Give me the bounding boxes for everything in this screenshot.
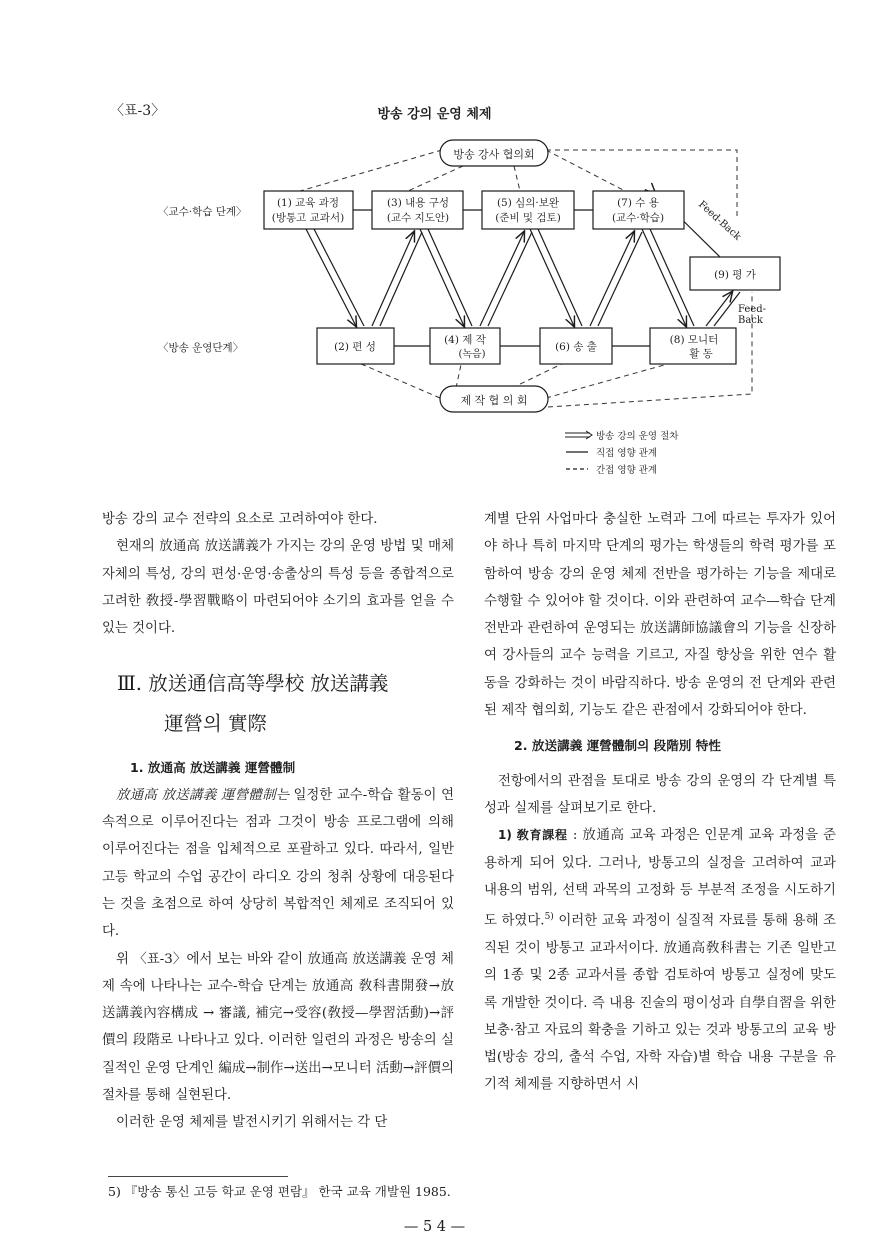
footnote-ref: 5) xyxy=(544,912,554,923)
paragraph: 방송 강의 교수 전략의 요소로 고려하여야 한다. xyxy=(102,512,378,527)
italic-term: 放通高 放送講義 運營體制는 xyxy=(116,787,289,803)
paragraph xyxy=(484,822,836,1098)
stage-box-8-line2: 활 동 xyxy=(689,348,713,360)
stage-box-7-line2: (교수·학습) xyxy=(611,212,665,224)
indirect-relation-lines xyxy=(300,150,752,407)
lecturer-council-label: 방송 강사 협의회 xyxy=(453,148,535,161)
footnote-rule xyxy=(108,1176,288,1177)
legend-procedure: 방송 강의 운영 절차 xyxy=(596,431,679,442)
left-column xyxy=(102,506,454,1137)
paragraph: 현재의 放通高 放送講義가 가지는 강의 운영 방법 및 매체 자체의 특성, 강의 편성·운영·송출상의 특성 등을 종합적으로 고려한 敎授-學習戰略이 마련되어야 소기의 효과를 얻을 수 있는 것이다. xyxy=(102,539,454,637)
page-number: — 5 4 — xyxy=(403,1219,466,1235)
item-head: 1) 敎育課程 xyxy=(498,828,568,843)
legend-direct: 직접 영향 관계 xyxy=(596,448,658,459)
feedback-label-2b: Back xyxy=(738,315,763,326)
figure-label: 〈표-3〉 xyxy=(110,103,166,119)
paragraph-text-cont: 이러한 교육 과정이 실질적 자료를 통해 용해 조직된 것이 방통고 교과서이다. 放通高敎科書는 기존 일반고의 1종 및 2종 교과서를 종합 검토하여 방통고 실정에 맞도록 개발한 것이다. 즉 내용 진술의 평이성과 自學自習을 위한 보충·참고 자료의 확충을 기하고 있는 것과 방통고의 교육 방법(방송 강의, 출석 수업, 자학 자습)별 학습 내용 구분을 유기적 체제를 지향하면서 시 xyxy=(484,913,836,1093)
paragraph: 전항에서의 관점을 토대로 방송 강의 운영의 각 단계별 특성과 실제를 살펴보기로 한다. xyxy=(484,773,836,816)
operation-system-diagram xyxy=(0,0,869,480)
right-column xyxy=(484,506,836,1099)
row-label-broadcast: 〈방송 운영단계〉 xyxy=(158,342,244,354)
stage-box-5-line2: (준비 및 검토) xyxy=(495,212,561,224)
subsection-title: 1. 放通高 放送講義 運營體制 xyxy=(130,760,296,776)
stage-box-8-line1: (8) 모니터 xyxy=(669,334,719,346)
production-council-label: 제 작 협 의 회 xyxy=(460,394,528,407)
figure-title: 방송 강의 운영 체제 xyxy=(377,107,492,122)
evaluation-box-label: (9) 평 가 xyxy=(714,269,756,281)
paragraph-text: : 放通高 교육 과정은 인문계 교육 과정을 준용하게 되어 있다. 그러나, 방통고의 실정을 고려하여 교과 내용의 범위, 선택 과목의 고정화 등 부분적 조정을 시도하기도 하였다. xyxy=(484,828,836,929)
stage-box-2-line1: (2) 편 성 xyxy=(334,341,376,353)
stage-box-4-line1: (4) 제 작 xyxy=(444,334,486,346)
paragraph: 이러한 운영 체제를 발전시키기 위해서는 각 단 xyxy=(116,1115,388,1131)
paragraph: 계별 단위 사업마다 충실한 노력과 그에 따르는 투자가 있어야 하나 특히 마지막 단계의 평가는 학생들의 학력 평가를 포함하여 방송 강의 운영 체제 전반을 평가하는 기능을 제대로 수행할 수 있어야 할 것이다. 이와 관련하여 교수—학습 단계 전반과 관련하여 운영되는 放送講師協議會의 기능을 신장하여 강사들의 교수 능력을 기르고, 자질 향상을 위한 연수 활동을 강화하는 것이 바람직하다. 방송 운영의 전 단계와 관련된 제작 협의회, 기능도 같은 관점에서 강화되어야 한다. xyxy=(484,512,836,719)
stage-box-1-line1: (1) 교육 과정 xyxy=(276,197,340,209)
stage-box-3-line1: (3) 내용 구성 xyxy=(386,197,450,209)
feedback-label-1: Feed-Back xyxy=(695,199,743,243)
paragraph-text: 일정한 교수-학습 활동이 연속적으로 이루어진다는 점과 그것이 방송 프로그램에 의해 이루어진다는 점을 입체적으로 포괄하고 있다. 따라서, 일반 고등 학교의 수업 공간이 라디오 강의 청취 상황에 대응된다는 것을 초점으로 하여 상당히 복합적인 체제로 조직되어 있다. xyxy=(102,787,455,940)
stage-box-6-line1: (6) 송 출 xyxy=(555,341,597,353)
section-title: Ⅲ. 放送通信高等學校 放送講義 xyxy=(117,672,389,696)
stage-box-3-line2: (교수 지도안) xyxy=(386,212,450,224)
stage-box-1-line2: (방통고 교과서) xyxy=(271,212,345,224)
stage-box-4-line2: (녹음) xyxy=(458,349,486,360)
diagram-legend xyxy=(565,430,679,476)
footnote: 5) 『방송 통신 고등 학교 운영 편람』 한국 교육 개발원 1985. xyxy=(108,1184,451,1199)
subsection-title: 2. 放送講義 運營體制의 段階別 特性 xyxy=(514,738,721,754)
paragraph xyxy=(102,782,454,946)
section-title-cont: 運營의 實際 xyxy=(164,712,268,736)
direct-relation-lines xyxy=(353,210,650,346)
stage-box-5-line1: (5) 심의·보완 xyxy=(496,197,560,209)
feedback-label-2a: Feed- xyxy=(738,304,767,315)
row-label-teaching: 〈교수·학습 단계〉 xyxy=(158,206,247,218)
legend-indirect: 간접 영향 관계 xyxy=(596,465,658,476)
paragraph: 위 〈표-3〉에서 보는 바와 같이 放通高 放送講義 운영 체제 속에 나타나는 교수-학습 단계는 放通高 敎科書開發→放送講義內容構成 → 審議, 補完→受容(敎授—學習活動)→評價의 段階로 나타나고 있다. 이러한 일련의 과정은 방송의 실질적인 운영 단계인 編成→制作→送出→모니터 活動→評價의 절차를 통해 실현된다. xyxy=(102,951,454,1104)
stage-box-7-line1: (7) 수 용 xyxy=(617,197,659,209)
